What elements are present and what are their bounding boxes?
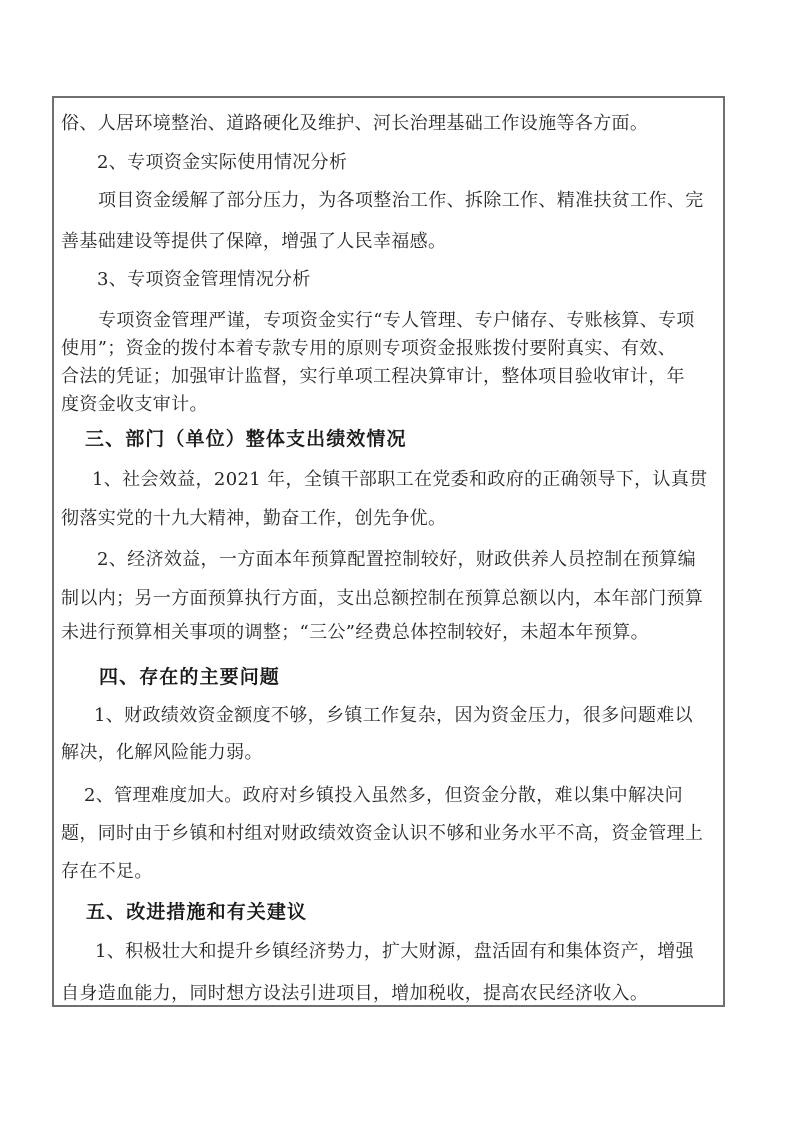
paragraph-line: 制以内；另一方面预算执行方面，支出总额控制在预算总额以内，本年部门预算 (61, 588, 704, 609)
paragraph-line: 未进行预算相关事项的调整；“三公”经费总体控制较好，未超本年预算。 (61, 622, 649, 643)
paragraph-line: 存在不足。 (61, 861, 153, 882)
list-item-1-insufficient-funds: 1、财政绩效资金额度不够，乡镇工作复杂，因为资金压力，很多问题难以 (94, 705, 693, 726)
section-heading-3-overall-expenditure: 三、部门（单位）整体支出绩效情况 (85, 428, 407, 450)
paragraph-line: 自身造血能力，同时想方设法引进项目，增加税收，提高农民经济收入。 (61, 983, 649, 1004)
list-item-1-grow-economy: 1、积极壮大和提升乡镇经济势力，扩大财源，盘活固有和集体资产，增强 (95, 941, 694, 962)
paragraph-line: 度资金收支审计。 (61, 394, 208, 415)
list-item-2-management-difficulty: 2、管理难度加大。政府对乡镇投入虽然多，但资金分散，难以集中解决问 (84, 785, 683, 806)
section-heading-5-improvement-suggestions: 五、改进措施和有关建议 (86, 901, 308, 923)
paragraph-line: 项目资金缓解了部分压力，为各项整治工作、拆除工作、精准扶贫工作、完 (98, 190, 704, 211)
list-item-2-special-funds-usage: 2、专项资金实际使用情况分析 (97, 152, 348, 173)
list-item-2-economic-benefit: 2、经济效益，一方面本年预算配置控制较好，财政供养人员控制在预算编 (97, 549, 696, 570)
section-heading-4-main-problems: 四、存在的主要问题 (99, 666, 280, 688)
report-table-cell (52, 96, 725, 1007)
paragraph-line: 善基础建设等提供了保障，增强了人民幸福感。 (61, 231, 447, 252)
list-item-1-social-benefit: 1、社会效益，2021 年，全镇干部职工在党委和政府的正确领导下，认真贯 (92, 469, 708, 490)
paragraph-line: 题，同时由于乡镇和村组对财政绩效资金认识不够和业务水平不高，资金管理上 (61, 823, 704, 844)
paragraph-line: 解决，化解风险能力弱。 (61, 742, 263, 763)
text-line-continuation: 俗、人居环境整治、道路硬化及维护、河长治理基础工作设施等各方面。 (61, 113, 649, 134)
list-item-3-funds-management: 3、专项资金管理情况分析 (97, 269, 311, 290)
paragraph-line: 合法的凭证；加强审计监督，实行单项工程决算审计，整体项目验收审计，年 (61, 366, 685, 387)
paragraph-line: 专项资金管理严谨，专项资金实行“专人管理、专户储存、专账核算、专项 (98, 310, 695, 331)
paragraph-line: 彻落实党的十九大精神，勤奋工作，创先争优。 (61, 508, 447, 529)
paragraph-line: 使用”；资金的拨付本着专款专用的原则专项资金报账拨付要附真实、有效、 (61, 338, 677, 359)
